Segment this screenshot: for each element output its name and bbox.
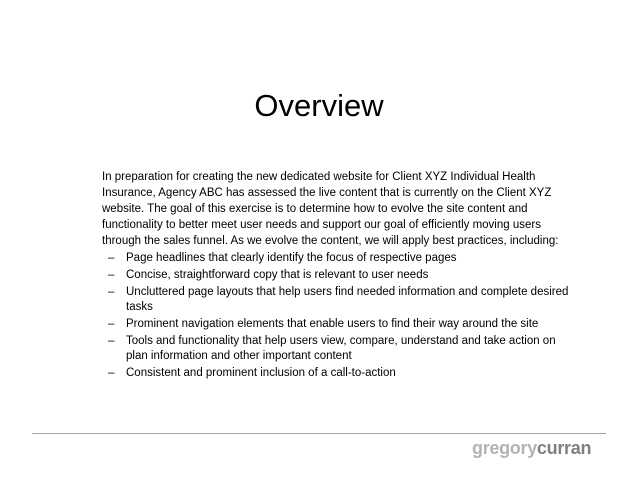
- list-item-text: Page headlines that clearly identify the focus of respective pages: [126, 252, 457, 264]
- footer-divider: [32, 433, 606, 434]
- list-item: [102, 317, 572, 332]
- list-item: [102, 251, 572, 266]
- slide-body: [102, 169, 572, 383]
- bullet-dash: –: [108, 252, 115, 264]
- list-item-text: Uncluttered page layouts that help users find needed information and complete desired tasks: [126, 286, 569, 313]
- logo-text-last: curran: [536, 438, 592, 458]
- bullet-dash: –: [108, 286, 115, 298]
- company-logo: [472, 437, 591, 459]
- bullet-dash: –: [108, 335, 115, 347]
- bullet-dash: –: [108, 269, 115, 281]
- logo-text-first: gregory: [472, 438, 537, 458]
- bullet-dash: –: [108, 318, 115, 330]
- list-item-text: Concise, straightforward copy that is relevant to user needs: [126, 269, 429, 281]
- list-item: [102, 366, 572, 381]
- bullet-dash: –: [108, 367, 115, 379]
- best-practices-list: [102, 251, 572, 381]
- list-item-text: Tools and functionality that help users view, compare, understand and take action on plan information and other important content: [126, 335, 556, 362]
- list-item-text: Consistent and prominent inclusion of a call-to-action: [126, 367, 396, 379]
- list-item: [102, 268, 572, 283]
- list-item-text: Prominent navigation elements that enable users to find their way around the site: [126, 318, 539, 330]
- slide-title: Overview: [254, 88, 384, 123]
- list-item: [102, 285, 572, 315]
- list-item: [102, 334, 572, 364]
- intro-paragraph: In preparation for creating the new dedicated website for Client XYZ Individual Health Insurance, Agency ABC has assessed the live content that is currently on the Client XYZ website. The goal of this exercise is to determine how to evolve the site content and functionality to better meet user needs and support our goal of efficiently moving users through the sales funnel. As we evolve the content, we will apply best practices, including:: [102, 171, 559, 247]
